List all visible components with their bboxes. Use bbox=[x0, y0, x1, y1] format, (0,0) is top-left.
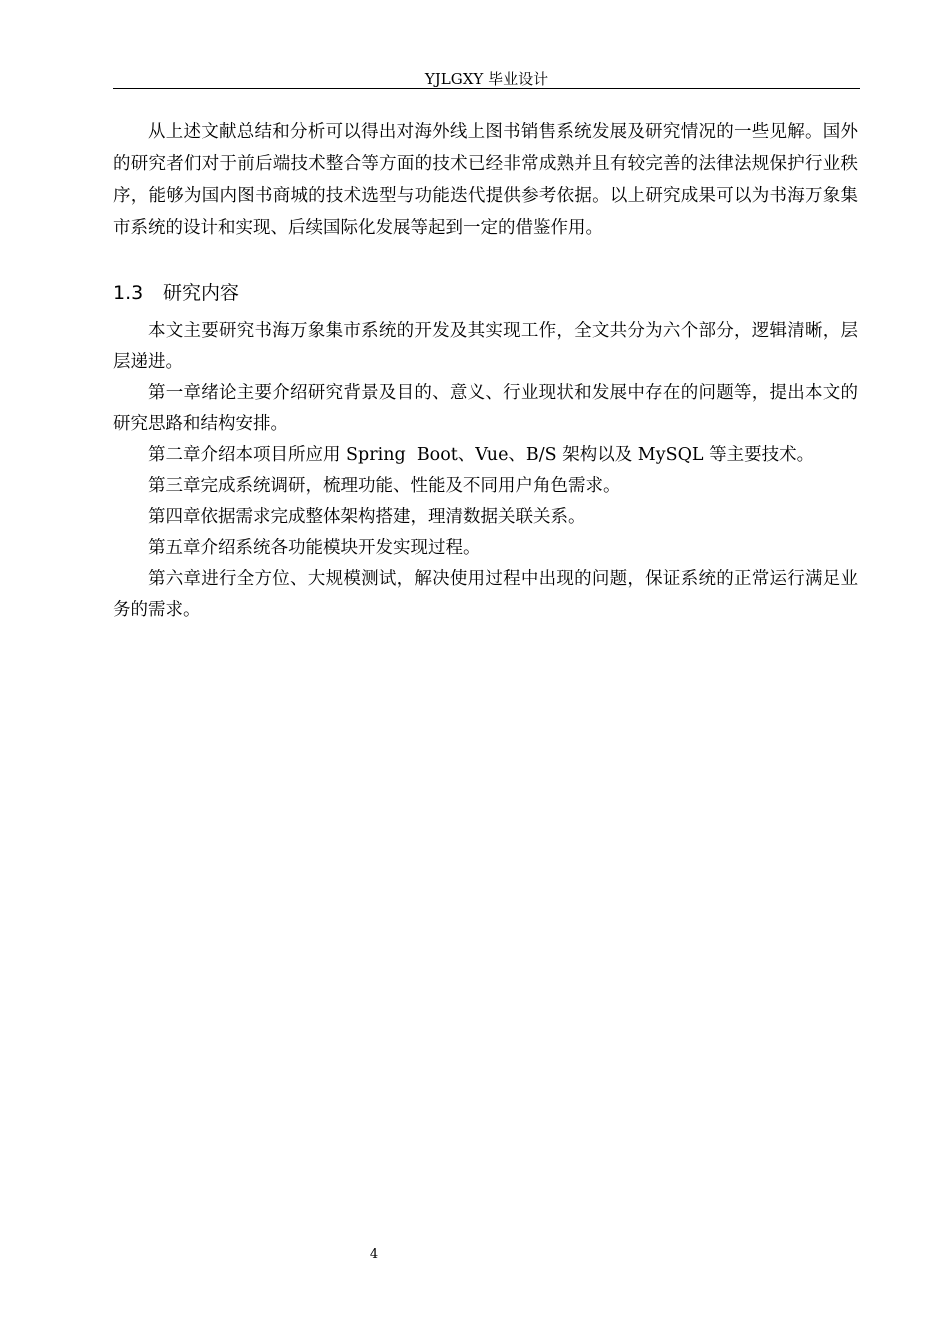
page-body bbox=[113, 116, 858, 626]
section-heading bbox=[113, 280, 858, 306]
section-paragraph: 第五章介绍系统各功能模块开发实现过程。 bbox=[148, 538, 481, 558]
intro-paragraph: 从上述文献总结和分析可以得出对海外线上图书销售系统发展及研究情况的一些见解。国外的研究者们对于前后端技术整合等方面的技术已经非常成熟并且有较完善的法律法规保护行业秩序，能够为国内图书商城的技术选型与功能迭代提供参考依据。以上研究成果可以为书海万象集市系统的设计和实现、后续国际化发展等起到一定的借鉴作用。 bbox=[113, 122, 858, 238]
section-paragraph: 第二章介绍本项目所应用 Spring Boot、Vue、B/S 架构以及 MySQL 等主要技术。 bbox=[148, 445, 815, 465]
section-paragraph: 第一章绪论主要介绍研究背景及目的、意义、行业现状和发展中存在的问题等，提出本文的研究思路和结构安排。 bbox=[113, 383, 858, 434]
section-paragraph: 本文主要研究书海万象集市系统的开发及其实现工作，全文共分为六个部分，逻辑清晰，层层递进。 bbox=[113, 321, 858, 372]
section-title: 研究内容 bbox=[163, 282, 240, 304]
header-divider bbox=[113, 88, 860, 89]
section-paragraph: 第三章完成系统调研，梳理功能、性能及不同用户角色需求。 bbox=[148, 476, 621, 496]
section-paragraph: 第六章进行全方位、大规模测试，解决使用过程中出现的问题，保证系统的正常运行满足业务的需求。 bbox=[113, 569, 858, 620]
page-number: 4 bbox=[369, 1247, 379, 1262]
section-number: 1.3 bbox=[113, 282, 144, 304]
page-header-title: YJLGXY 毕业设计 bbox=[424, 70, 549, 88]
section-paragraph: 第四章依据需求完成整体架构搭建，理清数据关联关系。 bbox=[148, 507, 586, 527]
